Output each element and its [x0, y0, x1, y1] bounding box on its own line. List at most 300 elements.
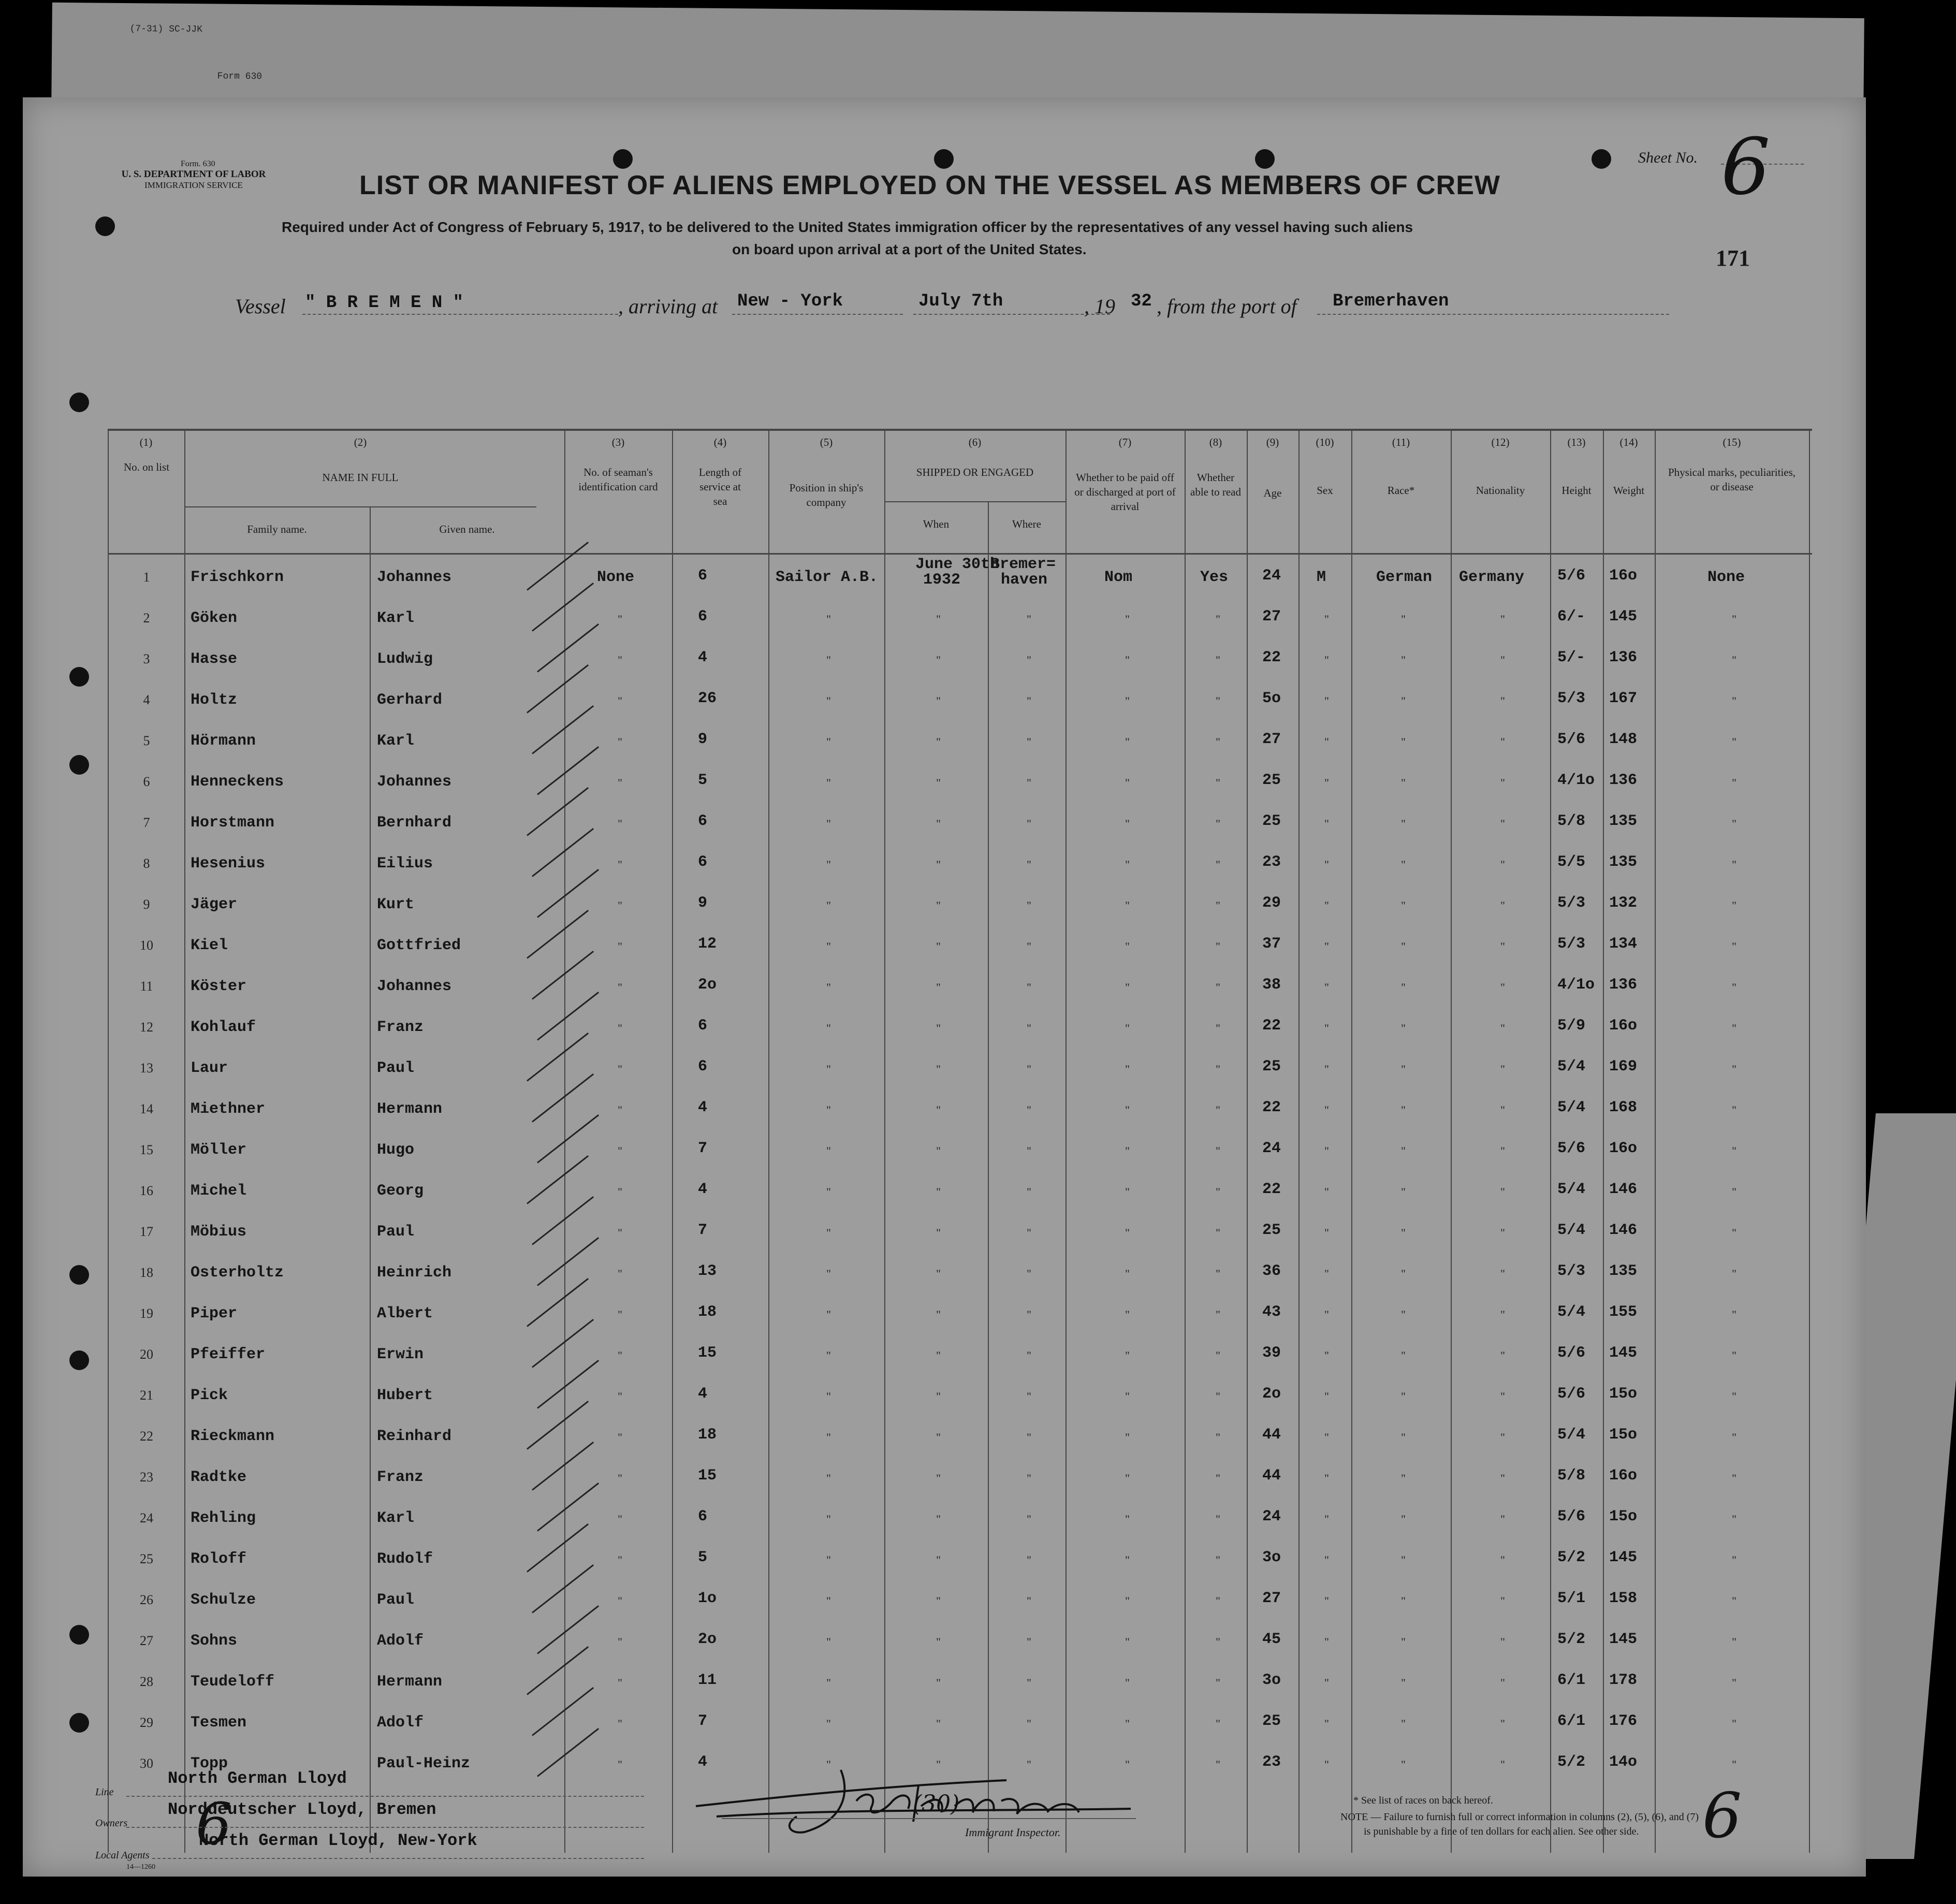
service-name: IMMIGRATION SERVICE	[144, 180, 243, 190]
ditto-mark: "	[1732, 1472, 1736, 1485]
ditto-mark: "	[618, 1390, 622, 1403]
age: 38	[1262, 976, 1281, 994]
height: 5/1	[1557, 1590, 1586, 1607]
height: 5/8	[1557, 812, 1586, 830]
arrival-port: New - York	[737, 292, 843, 311]
age: 22	[1262, 1181, 1281, 1198]
service-length: 6	[698, 567, 708, 585]
service-length: 15	[698, 1467, 717, 1485]
ditto-mark: "	[1500, 1717, 1505, 1730]
ditto-mark: "	[1216, 1144, 1220, 1157]
ditto-mark: "	[1500, 858, 1505, 871]
service-length: 6	[698, 608, 708, 626]
col-line	[184, 429, 185, 1853]
ditto-mark: "	[1401, 1513, 1406, 1525]
family-name: Teudeloff	[191, 1673, 275, 1691]
ditto-mark: "	[1324, 1594, 1329, 1607]
ditto-mark: "	[1500, 940, 1505, 953]
ditto-mark: "	[1401, 1226, 1406, 1239]
ditto-mark: "	[936, 1226, 941, 1239]
family-name: Kiel	[191, 937, 228, 954]
ditto-mark: "	[1732, 1717, 1736, 1730]
given-name-header: Given name.	[439, 523, 495, 535]
ditto-mark: "	[1500, 694, 1505, 707]
ditto-mark: "	[1500, 1185, 1505, 1198]
ditto-mark: "	[1027, 1308, 1031, 1321]
ditto-mark: "	[618, 653, 622, 666]
ditto-mark: "	[1401, 940, 1406, 953]
id-card-tick	[537, 1114, 599, 1164]
ditto-mark: "	[936, 694, 941, 707]
ditto-mark: "	[1401, 1308, 1406, 1321]
ditto-mark: "	[1500, 613, 1505, 626]
col5-number: (5)	[820, 436, 833, 448]
ditto-mark: "	[618, 1267, 622, 1280]
age: 25	[1262, 1222, 1281, 1239]
given-name: Hermann	[377, 1100, 443, 1118]
height: 5/6	[1557, 1140, 1586, 1157]
weight: 135	[1609, 812, 1638, 830]
given-name: Paul	[377, 1223, 415, 1241]
ditto-mark: "	[1500, 899, 1505, 912]
punch-hole	[69, 1265, 89, 1285]
ditto-mark: "	[1216, 1758, 1220, 1771]
ditto-mark: "	[936, 981, 941, 994]
ditto-mark: "	[1732, 1103, 1736, 1116]
family-name: Göken	[191, 609, 238, 627]
service-length: 9	[698, 731, 708, 748]
age: 37	[1262, 935, 1281, 953]
ditto-mark: "	[1500, 1635, 1505, 1648]
ditto-mark: "	[1216, 735, 1220, 748]
ditto-mark: "	[1125, 1594, 1130, 1607]
ditto-mark: "	[1125, 1553, 1130, 1566]
physical-marks: None	[1707, 569, 1745, 586]
weight: 176	[1609, 1712, 1638, 1730]
ditto-mark: "	[1324, 940, 1329, 953]
row-number: 26	[140, 1592, 153, 1607]
penalty-note-1: NOTE — Failure to furnish full or correct information in columns (2), (5), (6), and (7)	[1340, 1811, 1699, 1823]
manifest-subtitle-1: Required under Act of Congress of February 5, 1917, to be delivered to the United States immigration officer by the representatives of any vessel having such aliens	[282, 219, 1413, 235]
age: 24	[1262, 1140, 1281, 1157]
agents-underline	[152, 1858, 644, 1859]
age: 44	[1262, 1426, 1281, 1444]
ditto-mark: "	[1324, 817, 1329, 830]
id-card-tick	[532, 1319, 594, 1368]
weight: 158	[1609, 1590, 1638, 1607]
ditto-mark: "	[618, 1144, 622, 1157]
height: 5/9	[1557, 1017, 1586, 1035]
family-name: Möbius	[191, 1223, 247, 1241]
penalty-note-2: is punishable by a fine of ten dollars for each alien. See other side.	[1364, 1826, 1639, 1837]
ditto-mark: "	[1732, 1144, 1736, 1157]
ditto-mark: "	[1125, 1267, 1130, 1280]
service-length: 2o	[698, 976, 717, 994]
ditto-mark: "	[618, 858, 622, 871]
ditto-mark: "	[1500, 1513, 1505, 1525]
given-name: Adolf	[377, 1632, 424, 1650]
ditto-mark: "	[1324, 899, 1329, 912]
ditto-mark: "	[826, 613, 831, 626]
ditto-mark: "	[1216, 613, 1220, 626]
ditto-mark: "	[1125, 858, 1130, 871]
age: 2o	[1262, 1385, 1281, 1403]
height: 5/2	[1557, 1753, 1586, 1771]
given-name: Franz	[377, 1019, 424, 1036]
ditto-mark: "	[936, 653, 941, 666]
ditto-mark: "	[1027, 981, 1031, 994]
height: 5/8	[1557, 1467, 1586, 1485]
departure-port: Bremerhaven	[1333, 292, 1449, 311]
weight: 136	[1609, 772, 1638, 789]
ditto-mark: "	[826, 1717, 831, 1730]
ditto-mark: "	[618, 694, 622, 707]
ditto-mark: "	[1125, 613, 1130, 626]
height: 5/4	[1557, 1303, 1586, 1321]
col2-number: (2)	[354, 436, 367, 448]
col1-number: (1)	[139, 436, 153, 448]
ditto-mark: "	[1027, 1717, 1031, 1730]
weight: 16o	[1609, 1467, 1638, 1485]
ditto-mark: "	[1125, 1390, 1130, 1403]
ditto-mark: "	[1027, 1226, 1031, 1239]
punch-hole	[1592, 149, 1611, 169]
col4-label: Length of service at sea	[698, 466, 742, 507]
ditto-mark: "	[1500, 1472, 1505, 1485]
ditto-mark: "	[1027, 817, 1031, 830]
id-card-tick	[537, 1237, 599, 1286]
from-line	[1317, 314, 1669, 315]
nationality: Germany	[1459, 569, 1525, 586]
row-number: 2	[143, 611, 150, 626]
given-name: Albert	[377, 1305, 433, 1322]
paid-off: Nom	[1104, 569, 1133, 586]
ditto-mark: "	[1027, 1185, 1031, 1198]
ditto-mark: "	[1732, 1185, 1736, 1198]
ditto-mark: "	[1027, 1267, 1031, 1280]
ditto-mark: "	[1027, 1472, 1031, 1485]
ditto-mark: "	[1500, 1553, 1505, 1566]
service-length: 13	[698, 1262, 717, 1280]
age: 23	[1262, 1753, 1281, 1771]
row-number: 3	[143, 651, 150, 666]
row-number: 15	[140, 1142, 153, 1157]
race: German	[1376, 569, 1433, 586]
weight: 15o	[1609, 1426, 1638, 1444]
total-count: (30)	[913, 1791, 960, 1817]
ditto-mark: "	[936, 1513, 941, 1525]
service-length: 4	[698, 649, 708, 666]
service-length: 6	[698, 1508, 708, 1525]
col-line	[988, 501, 989, 1853]
ditto-mark: "	[1732, 1226, 1736, 1239]
ditto-mark: "	[1125, 981, 1130, 994]
ditto-mark: "	[1125, 694, 1130, 707]
ditto-mark: "	[618, 1676, 622, 1689]
ditto-mark: "	[936, 1022, 941, 1035]
ditto-mark: "	[826, 1553, 831, 1566]
ditto-mark: "	[1732, 981, 1736, 994]
ditto-mark: "	[1401, 776, 1406, 789]
ditto-mark: "	[1324, 1226, 1329, 1239]
ditto-mark: "	[1500, 1349, 1505, 1362]
given-name: Georg	[377, 1182, 424, 1200]
given-name: Gottfried	[377, 937, 461, 954]
name-subheader-line	[184, 506, 536, 507]
ditto-mark: "	[1401, 1676, 1406, 1689]
age: 25	[1262, 1712, 1281, 1730]
ditto-mark: "	[1500, 1758, 1505, 1771]
col6-label: SHIPPED OR ENGAGED	[916, 466, 1034, 478]
ditto-mark: "	[936, 1635, 941, 1648]
ditto-mark: "	[1401, 1185, 1406, 1198]
col-line	[1065, 429, 1067, 1853]
ditto-mark: "	[826, 776, 831, 789]
height: 5/4	[1557, 1222, 1586, 1239]
ditto-mark: "	[1732, 1431, 1736, 1444]
id-card-tick	[527, 787, 589, 836]
family-name: Pick	[191, 1387, 228, 1404]
ditto-mark: "	[1216, 1063, 1220, 1075]
ditto-mark: "	[826, 1103, 831, 1116]
ditto-mark: "	[1401, 899, 1406, 912]
height: 5/-	[1557, 649, 1586, 666]
ditto-mark: "	[1216, 1349, 1220, 1362]
ditto-mark: "	[618, 1308, 622, 1321]
weight: 145	[1609, 1344, 1638, 1362]
ditto-mark: "	[1125, 1063, 1130, 1075]
ditto-mark: "	[826, 1390, 831, 1403]
ditto-mark: "	[936, 1717, 941, 1730]
ditto-mark: "	[1732, 1676, 1736, 1689]
ditto-mark: "	[826, 858, 831, 871]
height: 5/6	[1557, 731, 1586, 748]
ditto-mark: "	[826, 694, 831, 707]
id-card-tick	[537, 1728, 599, 1777]
ditto-mark: "	[1324, 1513, 1329, 1525]
service-length: 6	[698, 1058, 708, 1075]
ditto-mark: "	[826, 1308, 831, 1321]
ditto-mark: "	[618, 1431, 622, 1444]
ditto-mark: "	[1500, 1103, 1505, 1116]
col-line	[884, 429, 885, 1853]
col7-number: (7)	[1118, 436, 1132, 448]
id-card-tick	[527, 542, 589, 591]
signature-line	[722, 1818, 1136, 1819]
id-card-tick	[532, 1442, 594, 1491]
ditto-mark: "	[1027, 1349, 1031, 1362]
line-underline	[126, 1796, 644, 1797]
given-name: Reinhard	[377, 1428, 452, 1445]
weight: 135	[1609, 853, 1638, 871]
ditto-mark: "	[936, 1472, 941, 1485]
ditto-mark: "	[1027, 1022, 1031, 1035]
ditto-mark: "	[1500, 1676, 1505, 1689]
ditto-mark: "	[826, 1472, 831, 1485]
given-name: Gerhard	[377, 691, 443, 709]
ditto-mark: "	[1125, 1513, 1130, 1525]
service-length: 4	[698, 1181, 708, 1198]
ditto-mark: "	[1401, 1267, 1406, 1280]
ditto-mark: "	[1027, 1390, 1031, 1403]
ditto-mark: "	[1324, 694, 1329, 707]
col3-label: No. of seaman's identification card	[578, 466, 658, 493]
col10-label: Sex	[1317, 484, 1333, 497]
ditto-mark: "	[1324, 1103, 1329, 1116]
ditto-mark: "	[1216, 899, 1220, 912]
col-line	[370, 506, 371, 1853]
ditto-mark: "	[1027, 1594, 1031, 1607]
ditto-mark: "	[1401, 653, 1406, 666]
ditto-mark: "	[1732, 940, 1736, 953]
row-number: 17	[140, 1224, 153, 1239]
form-code: 14—1260	[126, 1863, 155, 1871]
ditto-mark: "	[1216, 1553, 1220, 1566]
age: 39	[1262, 1344, 1281, 1362]
arrival-date: July 7th	[918, 292, 1003, 311]
ditto-mark: "	[936, 1594, 941, 1607]
ditto-mark: "	[1125, 653, 1130, 666]
ditto-mark: "	[1732, 776, 1736, 789]
service-length: 5	[698, 772, 708, 789]
weight: 146	[1609, 1222, 1638, 1239]
inspector-signature	[685, 1765, 1141, 1842]
vessel-label: Vessel	[235, 295, 286, 318]
ditto-mark: "	[618, 1063, 622, 1075]
weight: 145	[1609, 608, 1638, 626]
ditto-mark: "	[826, 1676, 831, 1689]
age: 45	[1262, 1631, 1281, 1648]
age: 3o	[1262, 1672, 1281, 1689]
col2-label: NAME IN FULL	[322, 471, 399, 484]
ditto-mark: "	[826, 1594, 831, 1607]
bottom-mark-left: 6	[196, 1791, 232, 1857]
height: 6/-	[1557, 608, 1586, 626]
col15-number: (15)	[1723, 436, 1741, 448]
ditto-mark: "	[1500, 1594, 1505, 1607]
ditto-mark: "	[1027, 1635, 1031, 1648]
id-card-tick	[527, 1523, 589, 1573]
back-sheet-form: Form 630	[217, 71, 262, 82]
ditto-mark: "	[826, 1226, 831, 1239]
id-card-tick	[527, 1278, 589, 1327]
given-name: Erwin	[377, 1346, 424, 1363]
service-length: 6	[698, 1017, 708, 1035]
family-name: Kohlauf	[191, 1019, 256, 1036]
weight: 136	[1609, 649, 1638, 666]
row-number: 18	[140, 1265, 153, 1280]
ditto-mark: "	[1401, 1390, 1406, 1403]
sheet-no-label: Sheet No.	[1638, 149, 1698, 166]
ditto-mark: "	[1324, 1267, 1329, 1280]
ditto-mark: "	[1500, 1063, 1505, 1075]
ditto-mark: "	[1027, 858, 1031, 871]
ditto-mark: "	[1216, 817, 1220, 830]
ditto-mark: "	[826, 1022, 831, 1035]
punch-hole	[69, 667, 89, 687]
service-length: 26	[698, 690, 717, 707]
shipped-when: June 30th	[915, 556, 1000, 573]
line-name: North German Lloyd	[168, 1769, 347, 1788]
arrival-year: 32	[1131, 292, 1152, 311]
ditto-mark: "	[826, 1513, 831, 1525]
age: 27	[1262, 608, 1281, 626]
ditto-mark: "	[1401, 735, 1406, 748]
inspector-label: Immigrant Inspector.	[965, 1826, 1061, 1839]
height: 5/4	[1557, 1058, 1586, 1075]
ditto-mark: "	[1125, 1717, 1130, 1730]
ditto-mark: "	[1216, 1185, 1220, 1198]
id-card-tick	[537, 746, 599, 795]
id-card-tick	[537, 992, 599, 1041]
row-number: 22	[140, 1429, 153, 1444]
ditto-mark: "	[618, 1022, 622, 1035]
ditto-mark: "	[1732, 1553, 1736, 1566]
col9-number: (9)	[1266, 436, 1279, 448]
ditto-mark: "	[618, 1758, 622, 1771]
row-number: 23	[140, 1470, 153, 1485]
id-card-tick	[537, 623, 599, 673]
row-number: 20	[140, 1347, 153, 1362]
ditto-mark: "	[1027, 613, 1031, 626]
ditto-mark: "	[1216, 1226, 1220, 1239]
ditto-mark: "	[1324, 1308, 1329, 1321]
col-line	[108, 429, 109, 1853]
age: 44	[1262, 1467, 1281, 1485]
row-number: 27	[140, 1633, 153, 1648]
row-number: 11	[140, 979, 153, 994]
service-length: 12	[698, 935, 717, 953]
ditto-mark: "	[1500, 1390, 1505, 1403]
col-line	[1351, 429, 1352, 1853]
family-name: Osterholtz	[191, 1264, 284, 1282]
ditto-mark: "	[618, 1513, 622, 1525]
weight: 16o	[1609, 1140, 1638, 1157]
manifest-title: LIST OR MANIFEST OF ALIENS EMPLOYED ON THE VESSEL AS MEMBERS OF CREW	[359, 170, 1500, 200]
ditto-mark: "	[1324, 1553, 1329, 1566]
family-name: Hörmann	[191, 732, 256, 750]
weight: 145	[1609, 1631, 1638, 1648]
row-number: 7	[143, 815, 150, 830]
ditto-mark: "	[1216, 694, 1220, 707]
family-name: Henneckens	[191, 773, 284, 791]
ditto-mark: "	[1500, 817, 1505, 830]
row-number: 10	[140, 938, 153, 953]
family-name: Rieckmann	[191, 1428, 275, 1445]
ditto-mark: "	[1125, 1676, 1130, 1689]
col-line	[1550, 429, 1551, 1853]
ditto-mark: "	[1125, 899, 1130, 912]
ditto-mark: "	[1125, 1431, 1130, 1444]
age: 3o	[1262, 1549, 1281, 1566]
ditto-mark: "	[936, 1349, 941, 1362]
id-card-tick	[532, 951, 594, 1000]
ditto-mark: "	[1125, 1758, 1130, 1771]
ditto-mark: "	[1027, 1431, 1031, 1444]
family-name: Laur	[191, 1059, 228, 1077]
year-prefix: , 19	[1084, 295, 1115, 318]
from-label: , from the port of	[1157, 295, 1297, 318]
height: 4/1o	[1557, 976, 1595, 994]
col-line	[1603, 429, 1604, 1853]
ditto-mark: "	[1324, 735, 1329, 748]
ditto-mark: "	[618, 1103, 622, 1116]
ditto-mark: "	[936, 1553, 941, 1566]
id-card-tick	[537, 1482, 599, 1532]
punch-hole	[69, 1625, 89, 1645]
col4-number: (4)	[713, 436, 727, 448]
ditto-mark: "	[1216, 1390, 1220, 1403]
